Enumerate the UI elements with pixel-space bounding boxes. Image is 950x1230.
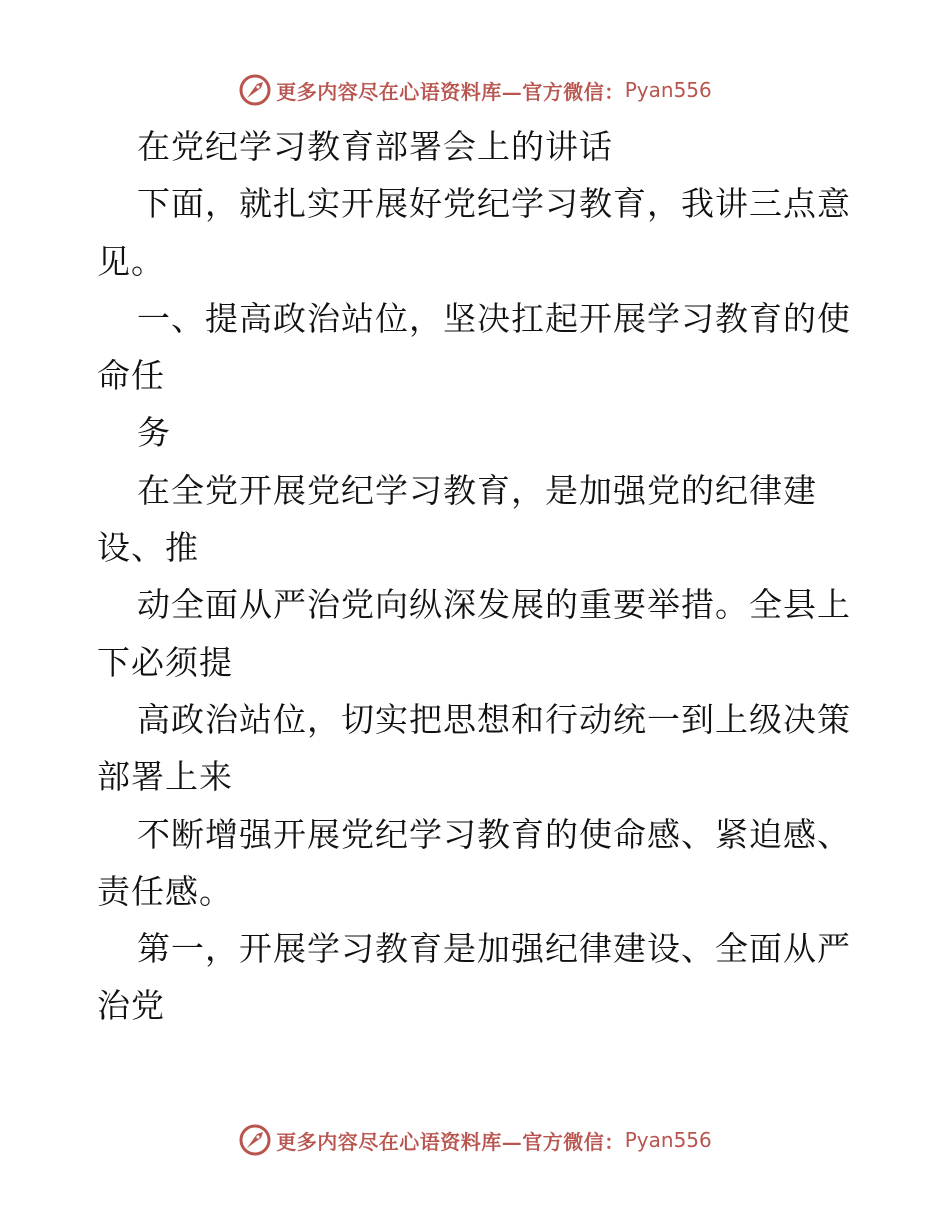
paragraph-line: 部署上来 <box>97 757 233 797</box>
pen-nib-logo-icon <box>238 1123 272 1157</box>
paragraph-line: 高政治站位，切实把思想和行动统一到上级决策 <box>137 699 851 739</box>
section-heading-line: 务 <box>137 413 171 453</box>
header-wechat-id: Pyan556 <box>624 78 712 102</box>
paragraph-line: 设、推 <box>97 528 199 568</box>
paragraph-line: 下必须提 <box>97 642 233 682</box>
header-banner <box>0 70 950 110</box>
section-heading-line: 命任 <box>97 356 165 396</box>
footer-wechat-id: Pyan556 <box>624 1128 712 1152</box>
section-heading-line: 一、提高政治站位，坚决扛起开展学习教育的使 <box>137 298 851 338</box>
footer-banner <box>0 1120 950 1160</box>
pen-nib-logo-icon <box>238 73 272 107</box>
document-title: 在党纪学习教育部署会上的讲话 <box>137 127 613 166</box>
paragraph-line: 在全党开展党纪学习教育，是加强党的纪律建 <box>137 470 817 510</box>
paragraph-line: 责任感。 <box>97 871 233 911</box>
paragraph-line: 动全面从严治党向纵深发展的重要举措。全县上 <box>137 585 851 625</box>
paragraph-line: 见。 <box>97 241 165 281</box>
footer-text: 更多内容尽在心语资料库—官方微信： <box>276 1129 625 1154</box>
paragraph-line: 不断增强开展党纪学习教育的使命感、紧迫感、 <box>137 814 851 854</box>
document-body <box>97 118 867 1035</box>
header-text: 更多内容尽在心语资料库—官方微信： <box>276 79 625 104</box>
paragraph-line: 治党 <box>97 986 165 1026</box>
paragraph-line: 下面，就扎实开展好党纪学习教育，我讲三点意 <box>137 184 851 224</box>
paragraph-line: 第一，开展学习教育是加强纪律建设、全面从严 <box>137 929 851 969</box>
